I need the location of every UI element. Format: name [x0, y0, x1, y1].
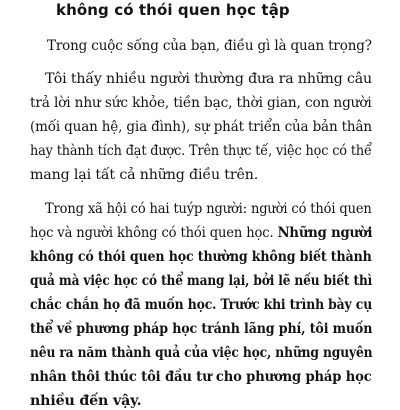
- paragraph-3-bold-line-2: quả mà việc học có thể mang lại, bởi lẽ nếu biết thì: [30, 273, 373, 289]
- paragraph-3-bold-line-1: không có thói quen học thường không biết thành: [30, 249, 372, 265]
- paragraph-2-line-4: hay thành tích đạt được. Trên thực tế, việc học có thể: [30, 143, 372, 159]
- paragraph-2-line-3: (mối quan hệ, gia đình), sự phát triển của bản thân: [30, 119, 372, 135]
- paragraph-3-line-2-plain: học và người không có thói quen học.: [30, 225, 278, 241]
- paragraph-3-bold-line-4: thể về phương pháp học tránh lãng phí, tôi muốn: [30, 321, 373, 337]
- paragraph-3-bold-line-5: nêu ra năm thành quả của việc học, những nguyên: [30, 345, 373, 361]
- paragraph-2-line-2: trả lời như sức khỏe, tiền bạc, thời gian, con người: [30, 95, 372, 111]
- paragraph-3-line-2-bold: Những người: [277, 225, 373, 241]
- paragraph-3-bold-line-6: nhân thôi thúc tôi đầu tư cho phương pháp học: [30, 369, 372, 385]
- chapter-heading: không có thói quen học tập: [56, 1, 290, 19]
- paragraph-3-line-2: [30, 224, 372, 242]
- paragraph-2-line-1: Tôi thấy nhiều người thường đưa ra những câu: [45, 71, 372, 87]
- paragraph-1-line-1: Trong cuộc sống của bạn, điều gì là quan trọng?: [47, 38, 372, 54]
- paragraph-3-bold-line-3: chắc chắn họ đã muốn học. Trước khi trình bày cụ: [30, 297, 373, 313]
- paragraph-2-line-5: mang lại tất cả những điều trên.: [30, 167, 259, 183]
- paragraph-3-line-1: Trong xã hội có hai tuýp người: người có thói quen: [45, 201, 372, 217]
- paragraph-3-bold-line-7: nhiều đến vậy.: [30, 393, 142, 409]
